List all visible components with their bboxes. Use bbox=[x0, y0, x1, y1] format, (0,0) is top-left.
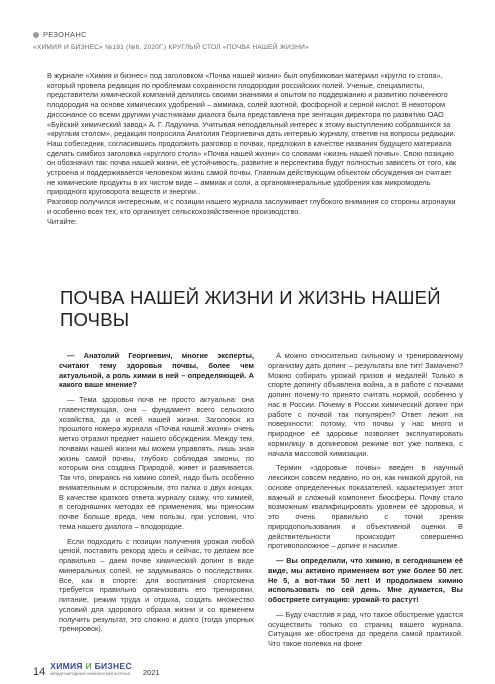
interview-answer: Термин «здоровые почвы» введен в научный лексикон совсем недавно, но он, как никакой другой, на основе определенных показателей, характеризует этот важный и сложный компонент биосферы. Почву стало возможным квалифицировать уровнем её здоровья, и это очень правильно с точки зрения природопользования и объективной оценки. В действительности происходит совершенно противоположное – допинг и насилие. bbox=[268, 463, 463, 551]
intro-block bbox=[47, 71, 459, 226]
interview-answer: Если подходить с позиции получения урожая любой ценой, поставить рекорд здесь и сейчас, то делаем все правильно – даем почве химический допинг в виде минеральных солей, не задумываясь о последствиях. Все, как в спорте: для воспитания спортсмена требуется правильно организовать его тренировки, питание, режим труда и отдыха, создать множество условий для здорового образа жизни и со временем получить результат, это сложно и долго (тогда упорных тренировок). bbox=[59, 536, 254, 634]
left-column bbox=[59, 351, 254, 639]
article-title: ПОЧВА НАШЕЙ ЖИЗНИ И ЖИЗНЬ НАШЕЙ ПОЧВЫ bbox=[60, 287, 441, 330]
interview-question: — Вы определили, что химию, в сегодняшнем её виде, мы активно применяем вот уже более 50 лет. Не 5, а вот-таки 50 лет! И продолжаем химию использовать по сей день. Мне думается, Вы обостряете ситуацию: урожай-то растут! bbox=[268, 556, 463, 604]
logo-word: БИЗНЕС bbox=[94, 661, 132, 671]
issue-year: 2021 bbox=[142, 668, 160, 677]
rubric bbox=[33, 30, 473, 39]
intro-paragraph: Читайте: bbox=[47, 216, 78, 226]
logo-tagline: МЕЖДУНАРОДНЫЙ ХИМИЧЕСКИЙ ЖУРНАЛ bbox=[50, 672, 131, 676]
page-footer bbox=[33, 662, 160, 678]
intro-paragraph: Разговор получился интересным, и с позиции нашего журнала заслуживает глубокого внимания со стороны агронауки и особенно всех тех, кто организует сельскохозяйственное производство. bbox=[47, 197, 456, 216]
page-number: 14 bbox=[33, 666, 46, 678]
interview-answer: — Буду счастлив я рад, что такое обострение удастся осуществить только со страниц вашего журнала. Ситуация же обострена до предела самой практикой. Что такое полевка на фоне bbox=[268, 609, 463, 648]
logo-word: ХИМИЯ bbox=[50, 661, 83, 671]
interview-answer: А можно относительно сильному и тренированному организму дать допинг – результаты вле тит! Замачено? Можно собирать урожай призов и медалей! Только в спорте допингу объявлена война, а в работе с почвами допинг почему-то принято считать нормой, особенно у нас в России. Почему в России химический допинг при работе с почвой так популярен? Ответ лежит на поверхности: потому, что почвы у нас много и природное её здоровье позволяет эксплуатировать кормилицу в допинговом режиме вот уже полвека, с начала массовой химизации. bbox=[268, 351, 463, 458]
intro-paragraph: В журнале «Химия и бизнес» под заголовком «Почва нашей жизни» был опубликован материал «кругло го стола», который провела редакция по проблемам сохранности плодородия российских полей. Ученые, специалисты, представители химической компаний делились своими знаниями и опытом по поддержанию и развитию почвенного плодородия на основе химических удобрений – аммиака, солей азотной, фосфорной и серной кислот. В некотором диссонансе со всеми другими участниками диалога была представлена пре зентация директора по развитию ОАО «Буйский химический завод» А. Г. Ладухина. Учитывая неподдельный интерес к этому выступлению собравшихся за «круглым столом», редакция попросила Анатолия Георгиевича дать интервью журналу, ответив на вопросы редакции. bbox=[47, 71, 456, 139]
article-header bbox=[33, 30, 473, 51]
rubric-label: РЕЗОНАНС bbox=[43, 30, 87, 39]
journal-logo bbox=[50, 662, 132, 678]
logo-amp: И bbox=[85, 661, 92, 671]
intro-paragraph: Наш собеседник, согласившись продолжить разговор о почвах, предложил в качестве названия будущего материала сделать симбиоз заголовка «круглого стола» «Почва нашей жизни» со словами «жизнь нашей почвы». Свою позицию он обозначил так: почва нашей жизни, её устойчивость, развитие и перспектива будут полностью зависеть от того, как устроена и поддерживается человеком жизнь самой почвы. Главным действующим объектом обсуждения он считает не химические продукты в их чистом виде – аммиак и соли, а органоминеральные удобрения как микромодель природного круговорота веществ и энергии.. bbox=[47, 138, 457, 197]
source-line: «ХИМИЯ И БИЗНЕС» №191 (№6, 2020Г.) КРУГЛЫЙ СТОЛ «ПОЧВА НАШЕЙ ЖИЗНИ» bbox=[33, 44, 309, 51]
bullet-icon bbox=[33, 32, 39, 38]
interview-question: — Анатолий Георгиевич, многие эксперты, считают тему здоровья почвы, более чем актуальной, а роль химии в ней – определяющей. А какого ваше мнение? bbox=[59, 351, 254, 390]
interview-answer: — Тема здоровья почв не просто актуальна: она главенствующая, она – фундамент всего сельского хозяйства, да и всей нашей жизни. Заголовок из прошлого номера журнала «Почва нашей жизни» очень метко отразил предмет нашего обсуждения. Между тем, почвами нашей жизни мы можем управлять, лишь зная жизнь самой почвы, глубоко соблюдая законы, по которым она создана Природой, живет и развивается. Так что, опираясь на химию солей, надо быть особенно внимательным и осторожным, это палка о двух концах. В качестве краткого ответа журналу скажу, что химией, в сегодняшних методах её применения, мы приносим почве больше вреда, чем пользы, при условии, что тема нашего диалога – плодородие. bbox=[59, 395, 254, 531]
right-column bbox=[268, 351, 463, 654]
